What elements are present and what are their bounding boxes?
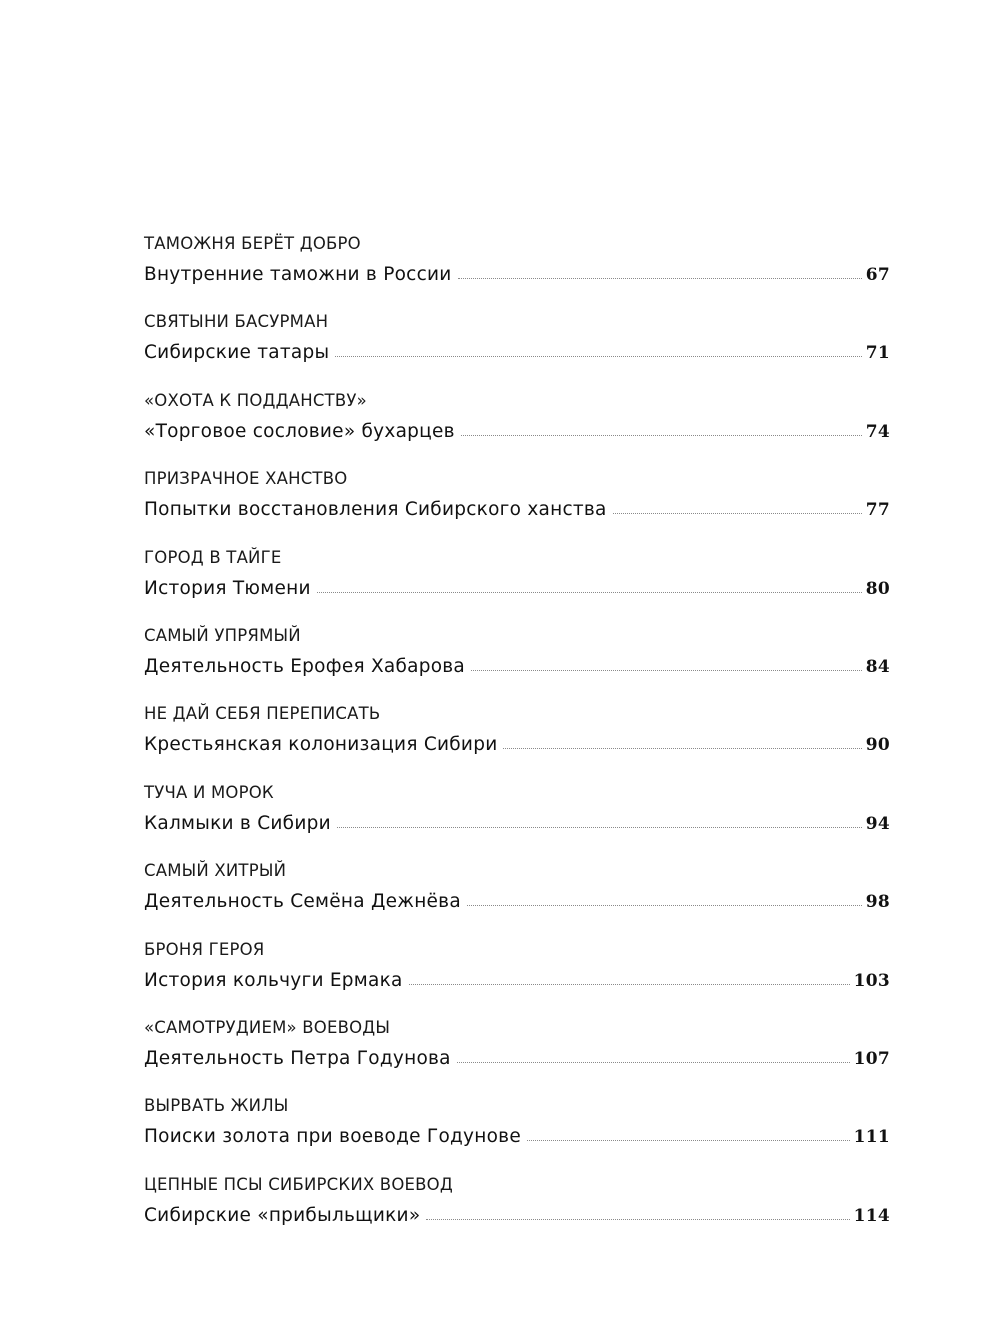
chapter-heading: ЦЕПНЫЕ ПСЫ СИБИРСКИХ ВОЕВОД: [144, 1174, 453, 1194]
chapter-heading: ГОРОД В ТАЙГЕ: [144, 547, 282, 567]
chapter-subtitle: Сибирские татары: [144, 342, 330, 364]
chapter-line: [144, 968, 890, 994]
chapter-line: [144, 1124, 890, 1150]
page-number: 94: [865, 813, 890, 834]
chapter-line: [144, 497, 890, 523]
toc-entry: [144, 1094, 890, 1172]
page-number: 84: [865, 656, 890, 677]
chapter-line: [144, 732, 890, 758]
chapter-subtitle: Сибирские «прибыльщики»: [144, 1204, 421, 1226]
page-number: 80: [865, 578, 890, 599]
chapter-line: [144, 811, 890, 837]
chapter-line: [144, 889, 890, 915]
toc-entry: [144, 859, 890, 937]
chapter-subtitle: Калмыки в Сибири: [144, 812, 331, 834]
dot-leader: [471, 670, 862, 671]
chapter-subtitle: Крестьянская колонизация Сибири: [144, 734, 498, 756]
toc-entry: [144, 781, 890, 859]
chapter-subtitle: История Тюмени: [144, 577, 311, 599]
toc-entry: [144, 389, 890, 467]
page-number: 77: [865, 500, 890, 521]
chapter-line: [144, 262, 890, 288]
dot-leader: [467, 905, 862, 906]
dot-leader: [458, 278, 862, 279]
toc-entry: [144, 624, 890, 702]
toc-entry: [144, 232, 890, 310]
chapter-heading: ПРИЗРАЧНОЕ ХАНСТВО: [144, 469, 348, 489]
chapter-line: [144, 340, 890, 366]
chapter-line: [144, 1203, 890, 1229]
dot-leader: [503, 748, 861, 749]
toc-entry: [144, 1016, 890, 1094]
toc-entry: [144, 938, 890, 1016]
dot-leader: [457, 1062, 850, 1063]
dot-leader: [409, 984, 850, 985]
dot-leader: [527, 1140, 850, 1141]
page-number: 114: [853, 1205, 890, 1226]
chapter-line: [144, 1046, 890, 1072]
chapter-heading: ВЫРВАТЬ ЖИЛЫ: [144, 1096, 289, 1116]
page-number: 107: [853, 1048, 890, 1069]
chapter-heading: ТУЧА И МОРОК: [144, 782, 274, 802]
chapter-subtitle: Внутренние таможни в России: [144, 264, 452, 285]
dot-leader: [426, 1219, 849, 1220]
chapter-heading: БРОНЯ ГЕРОЯ: [144, 939, 265, 959]
dot-leader: [317, 592, 862, 593]
chapter-heading: «САМОТРУДИЕМ» ВОЕВОДЫ: [144, 1017, 391, 1037]
chapter-subtitle: Деятельность Семёна Дежнёва: [144, 891, 461, 913]
table-of-contents: [144, 232, 890, 1251]
toc-entry: [144, 310, 890, 388]
chapter-heading: СВЯТЫНИ БАСУРМАН: [144, 312, 329, 332]
page-number: 103: [853, 970, 890, 991]
page-number: 71: [865, 343, 890, 364]
chapter-heading: ТАМОЖНЯ БЕРЁТ ДОБРО: [144, 234, 361, 253]
chapter-subtitle: История кольчуги Ермака: [144, 969, 403, 991]
chapter-heading: «ОХОТА К ПОДДАНСТВУ»: [144, 390, 367, 410]
chapter-heading: НЕ ДАЙ СЕБЯ ПЕРЕПИСАТЬ: [144, 704, 381, 724]
chapter-subtitle: «Торговое сословие» бухарцев: [144, 420, 455, 442]
toc-entry: [144, 1173, 890, 1251]
dot-leader: [337, 827, 862, 828]
page-number: 90: [865, 735, 890, 756]
chapter-subtitle: Деятельность Ерофея Хабарова: [144, 655, 466, 677]
chapter-line: [144, 654, 890, 680]
chapter-heading: САМЫЙ ХИТРЫЙ: [144, 861, 287, 881]
page-number: 111: [853, 1127, 890, 1148]
chapter-line: [144, 576, 890, 602]
toc-entry: [144, 467, 890, 545]
dot-leader: [461, 435, 862, 436]
chapter-line: [144, 419, 890, 445]
toc-entry: [144, 546, 890, 624]
chapter-subtitle: Деятельность Петра Годунова: [144, 1047, 451, 1069]
chapter-heading: САМЫЙ УПРЯМЫЙ: [144, 625, 301, 645]
chapter-subtitle: Поиски золота при воеводе Годунове: [144, 1126, 521, 1148]
dot-leader: [613, 513, 862, 514]
page-number: 74: [865, 421, 890, 442]
chapter-subtitle: Попытки восстановления Сибирского ханства: [144, 499, 607, 521]
page-number: 67: [865, 265, 890, 285]
page-number: 98: [865, 892, 890, 913]
dot-leader: [335, 356, 861, 357]
toc-entry: [144, 702, 890, 780]
